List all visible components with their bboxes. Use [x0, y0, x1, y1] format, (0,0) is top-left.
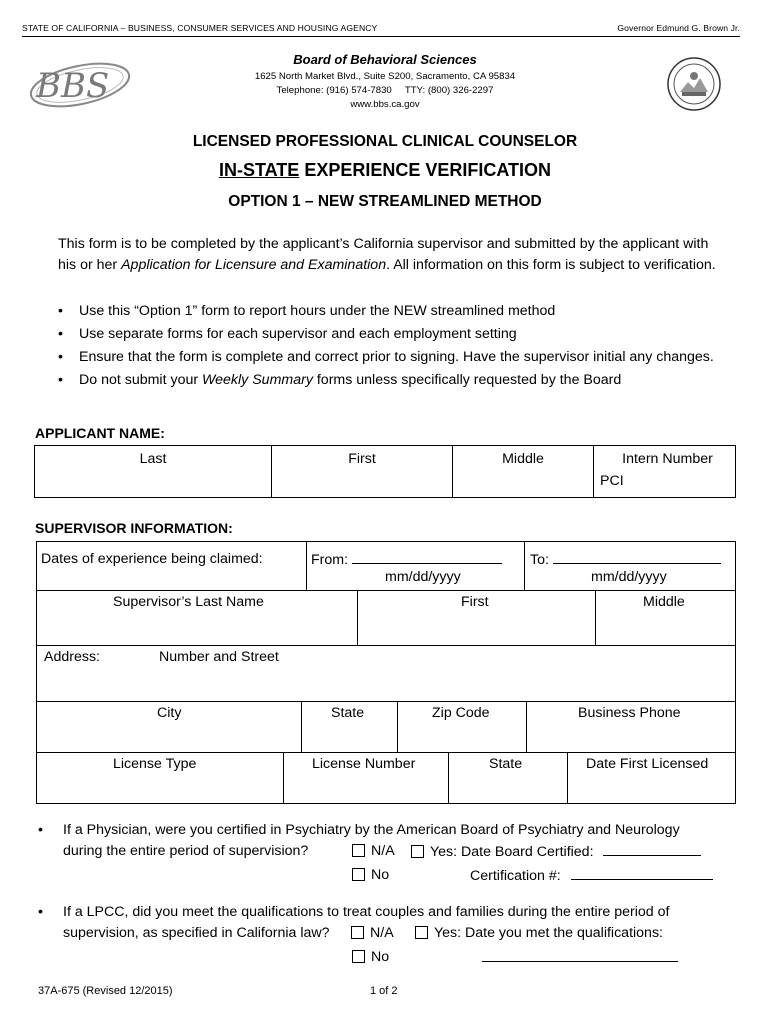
- lpcc-question-text: If a LPCC, did you meet the qualifications to treat couples and families during the entire period of: [63, 904, 670, 920]
- na-label: N/A: [371, 843, 395, 859]
- supervisor-first-name-label[interactable]: First: [461, 594, 489, 610]
- intern-number-field[interactable]: [594, 446, 736, 498]
- in-state-text: IN-STATE: [218, 160, 300, 180]
- page-header: [22, 20, 740, 37]
- no-label: No: [371, 867, 390, 883]
- physician-yes-checkbox[interactable]: [411, 843, 701, 860]
- form-title-2: [0, 160, 770, 181]
- applicant-name-label: APPLICANT NAME:: [35, 425, 165, 441]
- to-field[interactable]: [530, 551, 721, 568]
- city-label[interactable]: City: [157, 705, 182, 721]
- middle-label: Middle: [502, 451, 544, 467]
- date-first-licensed-label[interactable]: Date First Licensed: [586, 756, 709, 772]
- list-item: [58, 326, 714, 349]
- to-date-format: mm/dd/yyyy: [591, 569, 667, 585]
- physician-question: [38, 822, 738, 892]
- license-type-label[interactable]: License Type: [113, 756, 197, 772]
- list-item: [58, 372, 714, 395]
- certification-number-field[interactable]: [470, 867, 713, 884]
- intro-paragraph: [58, 234, 718, 276]
- applicant-last-field[interactable]: [35, 446, 272, 498]
- intern-number-label: Intern Number: [622, 451, 713, 467]
- to-label: To:: [530, 552, 549, 568]
- form-id: 37A-675 (Revised 12/2015): [38, 985, 173, 997]
- applicant-middle-field[interactable]: [453, 446, 594, 498]
- business-phone-label[interactable]: Business Phone: [578, 705, 681, 721]
- lpcc-no-checkbox[interactable]: [352, 949, 389, 965]
- physician-question-text: If a Physician, were you certified in Psychiatry by the American Board of Psychiatry and Neurology: [63, 822, 680, 838]
- form-title-3: OPTION 1 – NEW STREAMLINED METHOD: [228, 193, 542, 210]
- physician-no-checkbox[interactable]: [352, 867, 389, 883]
- governor-text: Governor Edmund G. Brown Jr.: [617, 23, 740, 33]
- physician-na-checkbox[interactable]: [352, 843, 395, 859]
- agency-address: 1625 North Market Blvd., Suite S200, Sacramento, CA 95834: [254, 71, 516, 82]
- state-agency-text: STATE OF CALIFORNIA – BUSINESS, CONSUMER SERVICES AND HOUSING AGENCY: [22, 23, 378, 33]
- license-number-label[interactable]: License Number: [312, 756, 416, 772]
- dates-claimed-label: Dates of experience being claimed:: [41, 551, 263, 567]
- list-item-text: Do not submit your: [79, 372, 203, 388]
- yes-date-board-certified-label: Yes: Date Board Certified:: [430, 844, 594, 860]
- dates-row: [37, 542, 735, 591]
- na-label: N/A: [370, 925, 394, 941]
- bullet-icon: •: [58, 349, 63, 365]
- street-label[interactable]: Number and Street: [159, 649, 279, 665]
- applicant-first-field[interactable]: [272, 446, 453, 498]
- page-number: 1 of 2: [370, 985, 398, 997]
- supervisor-info-table: [36, 541, 736, 804]
- from-label: From:: [311, 552, 349, 568]
- bullet-icon: •: [38, 904, 43, 920]
- last-label: Last: [139, 451, 167, 467]
- bullet-icon: •: [58, 326, 63, 342]
- form-title-1: LICENSED PROFESSIONAL CLINICAL COUNSELOR: [192, 133, 578, 150]
- applicant-name-table: [34, 445, 736, 498]
- supervisor-middle-name-label[interactable]: Middle: [643, 594, 685, 610]
- state-seal-icon: [666, 56, 722, 112]
- lpcc-na-checkbox[interactable]: [351, 925, 394, 941]
- instruction-list: [58, 303, 714, 395]
- address-row: [37, 645, 735, 702]
- supervisor-name-row: [37, 590, 735, 646]
- qualified-date-field[interactable]: [482, 949, 678, 966]
- city-row: [37, 701, 735, 753]
- pci-prefix: PCI: [600, 473, 624, 489]
- physician-question-text-2: during the entire period of supervision?: [63, 843, 309, 859]
- bullet-icon: •: [58, 303, 63, 319]
- logo-text: BBS: [36, 66, 110, 106]
- bullet-icon: •: [58, 372, 63, 388]
- from-field[interactable]: [311, 551, 502, 568]
- intro-text-2: . All information on this form is subject to verification.: [386, 257, 716, 273]
- agency-website: www.bbs.ca.gov: [350, 99, 420, 110]
- license-state-label[interactable]: State: [489, 756, 523, 772]
- lpcc-yes-checkbox[interactable]: [415, 925, 663, 941]
- license-row: [37, 752, 735, 803]
- lpcc-question: [38, 904, 738, 974]
- agency-name: Board of Behavioral Sciences: [293, 52, 477, 67]
- list-item-text: Ensure that the form is complete and correct prior to signing. Have the supervisor initial any changes.: [79, 349, 714, 365]
- state-label[interactable]: State: [331, 705, 365, 721]
- bullet-icon: •: [38, 822, 43, 838]
- weekly-summary-text: Weekly Summary: [202, 372, 313, 388]
- agency-block: [0, 52, 770, 112]
- from-date-format: mm/dd/yyyy: [385, 569, 461, 585]
- yes-date-qualified-label: Yes: Date you met the qualifications:: [434, 925, 663, 941]
- certification-label: Certification #:: [470, 868, 561, 884]
- first-label: First: [348, 451, 376, 467]
- supervisor-last-name-label[interactable]: Supervisor’s Last Name: [113, 594, 264, 610]
- supervisor-info-label: SUPERVISOR INFORMATION:: [35, 520, 233, 536]
- zip-code-label[interactable]: Zip Code: [432, 705, 490, 721]
- intro-application-title: Application for Licensure and Examination: [121, 257, 387, 273]
- lpcc-question-text-2: supervision, as specified in California law?: [63, 925, 330, 941]
- list-item: [58, 303, 714, 326]
- list-item-text: forms unless specifically requested by the Board: [312, 372, 622, 388]
- address-label: Address:: [44, 649, 100, 665]
- no-label: No: [371, 949, 390, 965]
- agency-phone: Telephone: (916) 574-7830 TTY: (800) 326-2297: [276, 85, 494, 96]
- list-item: [58, 349, 714, 372]
- list-item-text: Use this “Option 1” form to report hours under the NEW streamlined method: [79, 303, 556, 319]
- intro-text-1: This form is to be completed by the applicant’s California supervisor and submitted by the applicant with his or her: [58, 236, 709, 273]
- experience-verification-text: EXPERIENCE VERIFICATION: [299, 160, 552, 180]
- list-item-text: Use separate forms for each supervisor and each employment setting: [79, 326, 517, 342]
